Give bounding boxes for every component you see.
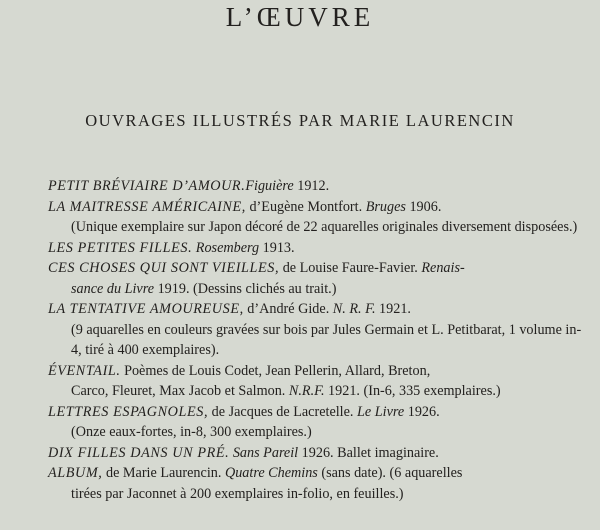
list-item <box>48 402 588 443</box>
entry-publisher: Le Livre <box>357 403 405 420</box>
entry-publisher: Renais- <box>421 260 465 276</box>
list-item <box>48 238 588 259</box>
entry-year: 1926. <box>298 444 334 461</box>
list-item <box>48 197 588 238</box>
entry-title: CES CHOSES QUI SONT VIEILLES, <box>48 260 280 276</box>
entry-author: Poèmes de Louis Codet, Jean Pellerin, Allard, Breton, <box>120 362 431 379</box>
entry-title: ÉVENTAIL. <box>48 362 121 379</box>
entry-note-rest: 1921. (In-6, 335 exemplaires.) <box>324 383 501 399</box>
entry-title: LA TENTATIVE AMOUREUSE, <box>48 301 244 317</box>
entry-author: de Marie Laurencin. <box>102 465 225 481</box>
entry-publisher: Bruges <box>365 198 406 215</box>
entry-publisher: Rosemberg <box>195 239 260 256</box>
entry-author: d’Eugène Montfort. <box>245 198 366 215</box>
entry-note: 1919. (Dessins clichés au trait.) <box>154 280 337 297</box>
entry-title: LETTRES ESPAGNOLES, <box>48 403 209 420</box>
entry-note: (9 aquarelles en couleurs gravées sur bois par Jules Germain et L. Petitbarat, 1 volume in-4, tiré à 400 exemplaires). <box>71 321 582 358</box>
entry-note: (Onze eaux-fortes, in-8, 300 exemplaires.) <box>71 424 312 440</box>
list-item <box>48 258 588 299</box>
entry-publisher: N. R. F. <box>332 301 376 317</box>
page-title: L’ŒUVRE <box>225 2 375 32</box>
entry-author: d’André Gide. <box>243 301 333 317</box>
entry-author: de Louise Faure-Favier. <box>279 260 422 276</box>
bibliography-list <box>48 176 588 504</box>
entry-year: 1921. <box>375 301 411 317</box>
entry-extra: Ballet imaginaire. <box>333 444 439 461</box>
list-item <box>48 443 588 464</box>
entry-title: DIX FILLES DANS UN PRÉ. <box>48 444 230 461</box>
list-item <box>48 463 588 504</box>
entry-title: LA MAITRESSE AMÉRICAINE, <box>48 198 246 215</box>
entry-publisher: Sans Pareil <box>232 444 299 461</box>
entry-note: Carco, Fleuret, Max Jacob et Salmon. <box>71 383 289 399</box>
entry-year: (sans date). (6 aquarelles <box>317 465 463 481</box>
entry-year: 1926. <box>404 403 440 420</box>
entry-publisher: N.R.F. <box>288 383 325 399</box>
section-subtitle: OUVRAGES ILLUSTRÉS PAR MARIE LAURENCIN <box>85 111 515 130</box>
entry-year: 1906. <box>405 198 442 215</box>
entry-note: (Unique exemplaire sur Japon décoré de 22 aquarelles originales diversement disposées.) <box>71 219 578 235</box>
list-item <box>48 176 588 197</box>
entry-year: 1913. <box>259 239 295 256</box>
entry-title: PETIT BRÉVIAIRE D’AMOUR. <box>48 178 246 194</box>
entry-publisher: Quatre Chemins <box>224 465 318 481</box>
entry-author: de Jacques de Lacretelle. <box>208 403 358 420</box>
list-item <box>48 299 588 361</box>
entry-title: LES PETITES FILLES. <box>48 239 193 256</box>
entry-year: 1912. <box>293 178 330 194</box>
entry-publisher: Figuière <box>245 178 294 194</box>
entry-note: tirées par Jaconnet à 200 exemplaires in-folio, en feuilles.) <box>71 485 404 502</box>
entry-publisher-cont: sance du Livre <box>71 280 155 297</box>
entry-title: ALBUM, <box>48 465 103 481</box>
list-item <box>48 361 588 402</box>
